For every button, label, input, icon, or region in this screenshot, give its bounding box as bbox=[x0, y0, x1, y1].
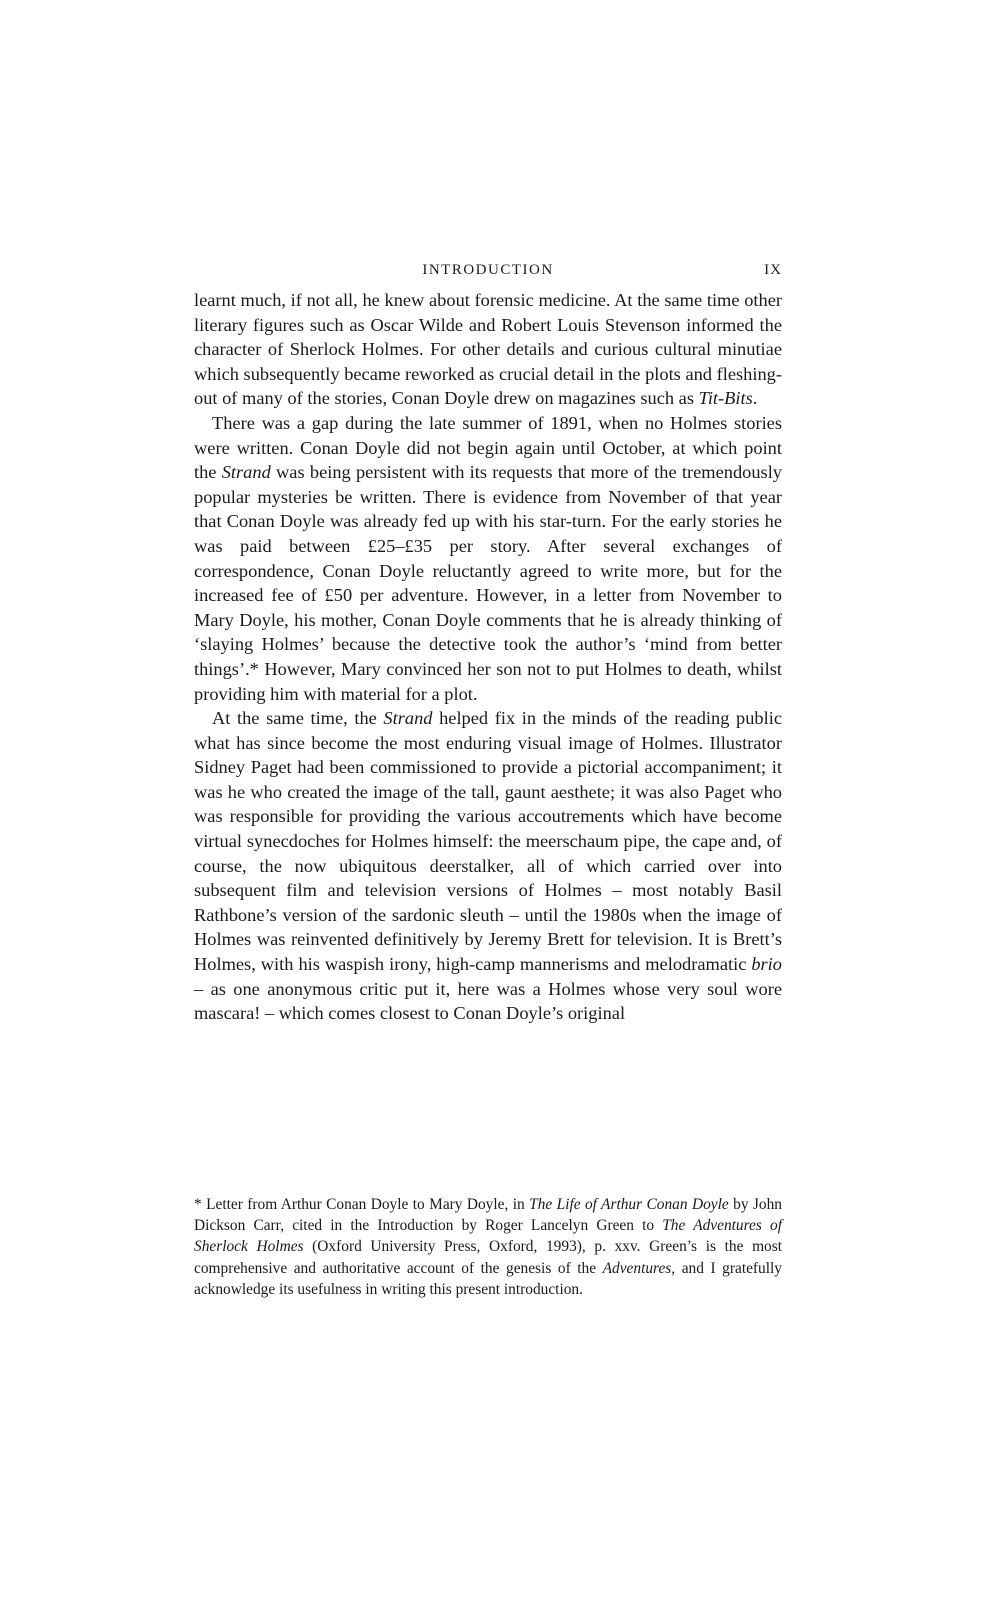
running-head bbox=[194, 262, 782, 284]
book-page bbox=[194, 262, 783, 1298]
body-text bbox=[194, 288, 782, 1026]
paragraph-2: There was a gap during the late summer of 1891, when no Holmes stories were written. Conan Doyle did not begin again until October, at which point the Strand was being persistent with its requests that more of the tremendously popular mysteries be written. There is evidence from November of that year that Conan Doyle was already fed up with his star-turn. For the early stories he was paid between £25–£35 per story. After several exchanges of correspondence, Conan Doyle reluctantly agreed to write more, but for the increased fee of £50 per adventure. However, in a letter from November to Mary Doyle, his mother, Conan Doyle comments that he is already thinking of ‘slaying Holmes’ because the detective took the author’s ‘mind from better things’.* However, Mary convinced her son not to put Holmes to death, whilst providing him with material for a plot. bbox=[194, 412, 782, 704]
footnote: * Letter from Arthur Conan Doyle to Mary Doyle, in The Life of Arthur Conan Doyle by John Dickson Carr, cited in the Introduction by Roger Lancelyn Green to The Adventures of Sherlock Holmes (Oxford University Press, Oxford, 1993), p. xxv. Green’s is the most comprehensive and authoritative account of the genesis of the Adventures, and I gratefully acknowledge its usefulness in writing this present introduction. bbox=[194, 1196, 783, 1298]
page-number: IX bbox=[764, 262, 782, 278]
running-title: INTRODUCTION bbox=[422, 262, 554, 278]
paragraph-1: learnt much, if not all, he knew about forensic medicine. At the same time other literary figures such as Oscar Wilde and Robert Louis Stevenson informed the character of Sherlock Holmes. For other details and curious cultural minutiae which subsequently became reworked as crucial detail in the plots and fleshing-out of many of the stories, Conan Doyle drew on magazines such as Tit-Bits. bbox=[194, 290, 782, 409]
paragraph-3: At the same time, the Strand helped fix in the minds of the reading public what has since become the most enduring visual image of Holmes. Illustrator Sidney Paget had been commissioned to provide a pictorial accompaniment; it was he who created the image of the tall, gaunt aesthete; it was also Paget who was responsible for providing the various accoutrements which have become virtual synecdoches for Holmes himself: the meerschaum pipe, the cape and, of course, the now ubiquitous deerstalker, all of which carried over into subsequent film and television versions of Holmes – most notably Basil Rathbone’s version of the sardonic sleuth – until the 1980s when the image of Holmes was reinvented definitively by Jeremy Brett for television. It is Brett’s Holmes, with his waspish irony, high-camp mannerisms and melodramatic brio – as one anonymous critic put it, here was a Holmes whose very soul wore mascara! – which comes closest to Conan Doyle’s original bbox=[194, 708, 782, 1024]
